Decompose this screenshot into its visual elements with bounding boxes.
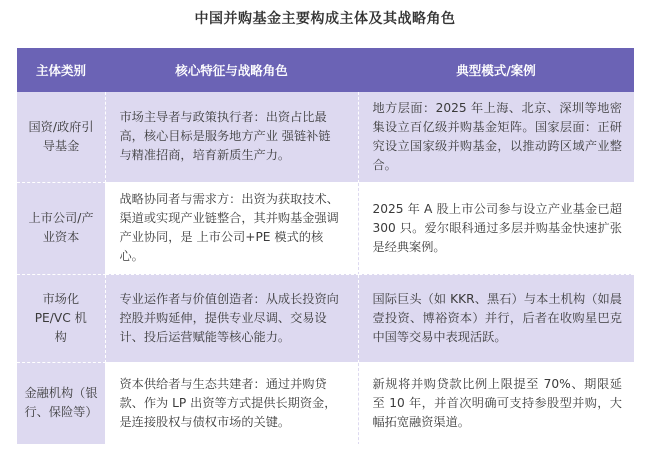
role-text: 专业运作者与价值创造者：从成长投资向控股并购延伸，提供专业尽调、交易设计、投后运营赋能等核心能力。 — [119, 291, 339, 344]
category-text: 国资/政府引导基金 — [28, 119, 94, 153]
table-header-row — [17, 48, 634, 92]
case-text: 国际巨头（如 KKR、黑石）与本土机构（如晨壹投资、博裕资本）并行，后者在收购星巴克中国等交易中表现活跃。 — [372, 291, 622, 344]
case-text: 地方层面：2025 年上海、北京、深圳等地密集设立百亿级并购基金矩阵。国家层面：正研究设立国家级并购基金，以推动跨区域产业整合。 — [372, 100, 622, 172]
role-text: 市场主导者与政策执行者：出资占比最高，核心目标是服务地方产业 强链补链 与精准招商，培育新质生产力。 — [119, 110, 331, 163]
category-cell — [17, 274, 105, 362]
table-row — [17, 362, 634, 444]
case-cell — [358, 182, 634, 274]
header-case: 典型模式/案例 — [358, 48, 634, 92]
page-title: 中国并购基金主要构成主体及其战略角色 — [194, 11, 456, 27]
category-text: 金融机构（银行、保险等） — [24, 386, 98, 419]
role-cell — [105, 362, 358, 444]
header-category: 主体类别 — [17, 48, 105, 92]
category-text: 上市公司/产业资本 — [28, 211, 94, 244]
role-cell — [105, 92, 358, 182]
case-text: 2025 年 A 股上市公司参与设立产业基金已超 300 只。爱尔眼科通过多层并购基金快速扩张是经典案例。 — [372, 201, 622, 254]
case-text: 新规将并购贷款比例上限提至 70%、期限延至 10 年，并首次明确可支持参股型并购，大幅拓宽融资渠道。 — [372, 376, 622, 429]
category-cell — [17, 362, 105, 444]
category-text: 市场化PE/VC 机构 — [34, 291, 87, 344]
case-cell — [358, 92, 634, 182]
category-cell — [17, 92, 105, 182]
role-cell — [105, 182, 358, 274]
case-cell — [358, 274, 634, 362]
role-text: 战略协同者与需求方：出资为获取技术、渠道或实现产业链整合，其并购基金强调产业协同，是 上市公司+PE 模式的核心。 — [119, 192, 339, 263]
role-text: 资本供给者与生态共建者：通过并购贷款、作为 LP 出资等方式提供长期资金，是连接股权与债权市场的关键。 — [119, 376, 337, 429]
roles-table — [17, 48, 634, 445]
table-row — [17, 92, 634, 182]
table-row — [17, 182, 634, 274]
table-row — [17, 274, 634, 362]
category-cell — [17, 182, 105, 274]
header-role: 核心特征与战略角色 — [105, 48, 358, 92]
case-cell — [358, 362, 634, 444]
role-cell — [105, 274, 358, 362]
